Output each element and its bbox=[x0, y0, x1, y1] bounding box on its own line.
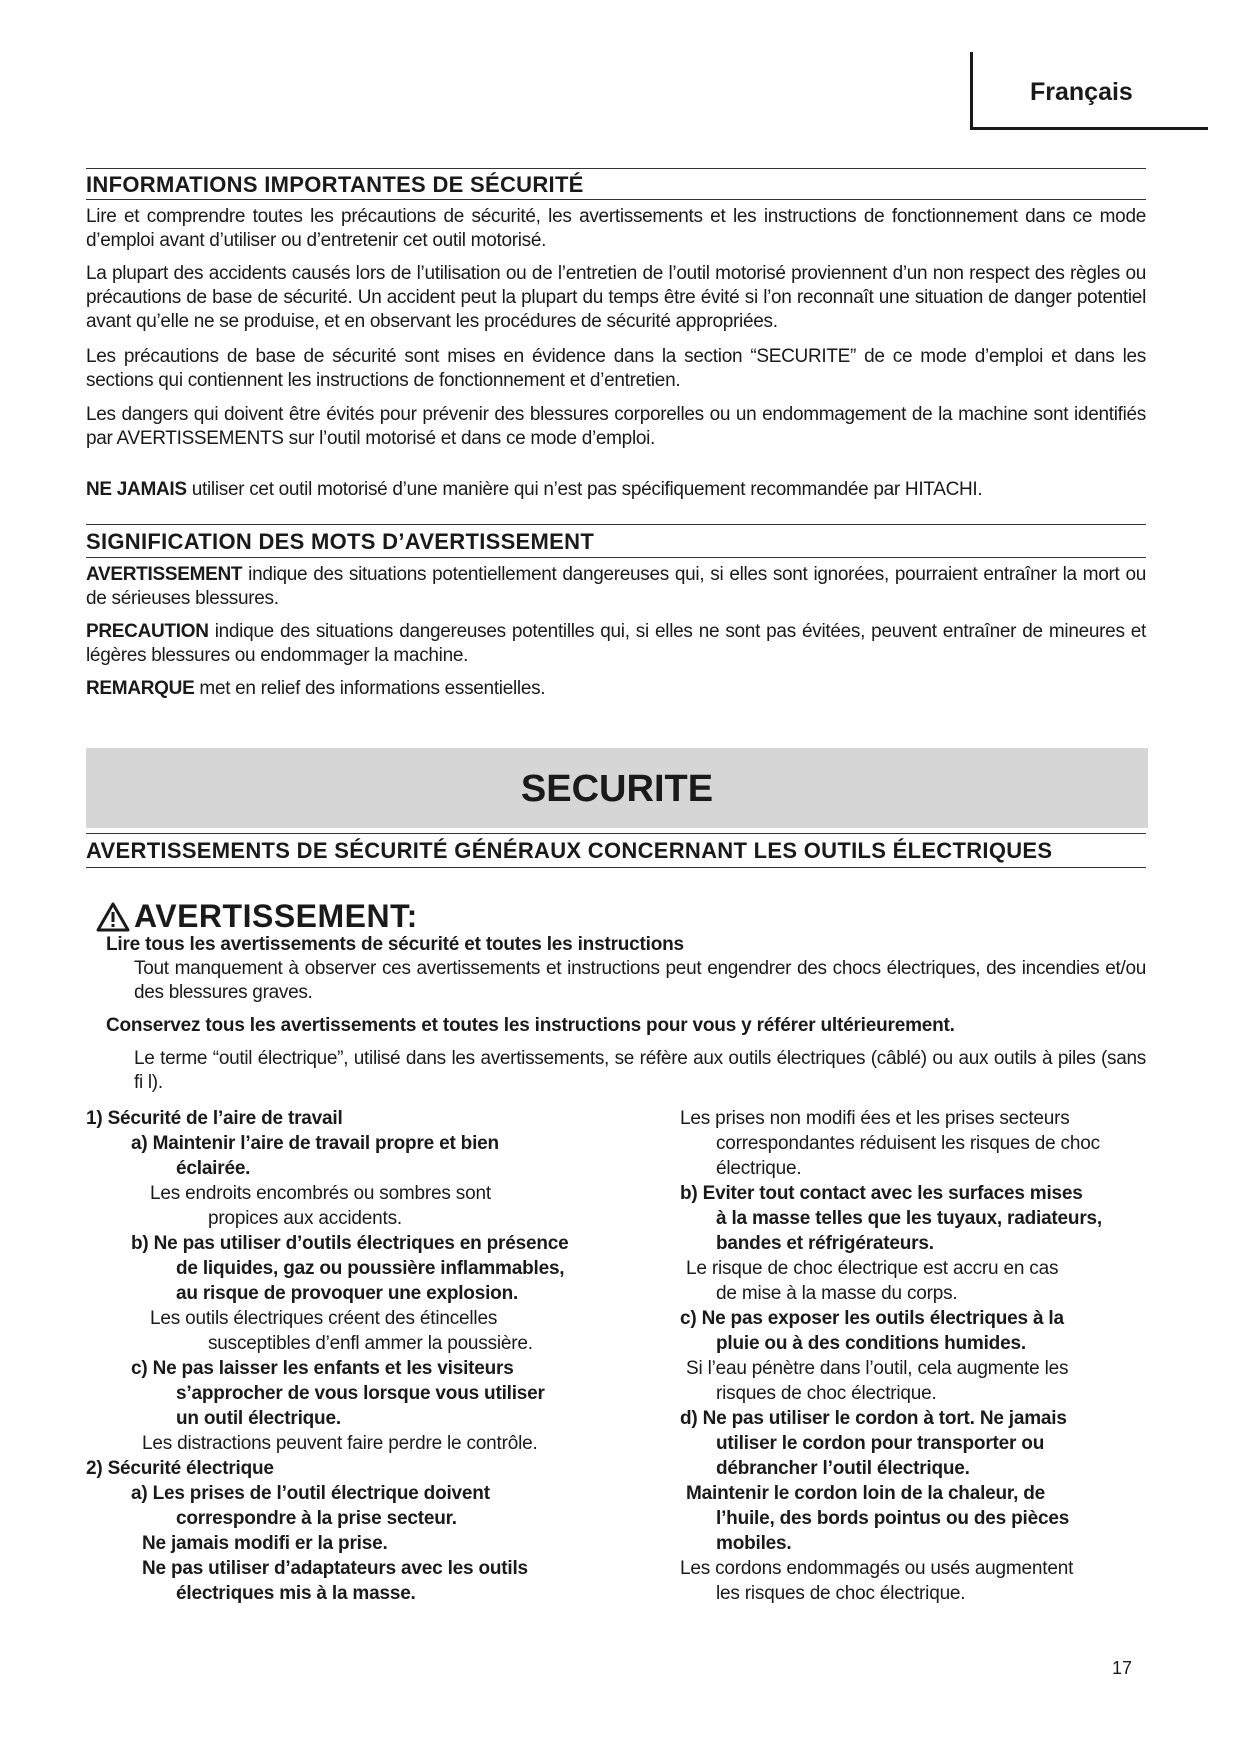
caution-definition-text: indique des situations dangereuses potentilles qui, si elles ne sont pas évitées, peuvent entraîner de mineures et légères blessures ou endommager la machine. bbox=[86, 621, 1146, 666]
left-column-line: susceptibles d’enfl ammer la poussière. bbox=[208, 1333, 533, 1354]
right-column-line: pluie ou à des conditions humides. bbox=[716, 1333, 1026, 1354]
right-column-line: bandes et réfrigérateurs. bbox=[716, 1233, 934, 1254]
right-column-line: b) Eviter tout contact avec les surfaces mises bbox=[680, 1183, 1083, 1204]
left-column-line: Les endroits encombrés ou sombres sont bbox=[150, 1183, 491, 1204]
never-text: utiliser cet outil motorisé d’une manière qui n’est pas spécifiquement recommandée par HITACHI. bbox=[186, 479, 983, 500]
left-column-line: électriques mis à la masse. bbox=[176, 1583, 416, 1604]
left-column bbox=[86, 1106, 626, 1606]
right-column bbox=[680, 1106, 1150, 1606]
right-column-line: c) Ne pas exposer les outils électriques à la bbox=[680, 1308, 1064, 1329]
divider bbox=[86, 867, 1146, 868]
keep-instructions-heading: Conservez tous les avertissements et toutes les instructions pour vous y référer ultérieurement. bbox=[106, 1015, 955, 1036]
left-column-line: propices aux accidents. bbox=[208, 1208, 402, 1229]
left-column-line: a) Maintenir l’aire de travail propre et bien bbox=[131, 1133, 499, 1154]
info-paragraph-2: La plupart des accidents causés lors de l’utilisation ou de l’entretien de l’outil motorisé proviennent d’un non respect des règles ou précautions de base de sécurité. Un accident peut la plupart du temps être évité si l’on reconnaît une situation de danger potentiel avant qu’elle ne se produise, et en observant les procédures de sécurité appropriées. bbox=[86, 263, 1146, 332]
read-all-heading: Lire tous les avertissements de sécurité et toutes les instructions bbox=[106, 934, 684, 955]
left-column-line: 2) Sécurité électrique bbox=[86, 1458, 274, 1479]
page-number: 17 bbox=[1112, 1658, 1133, 1678]
never-label: NE JAMAIS bbox=[86, 479, 187, 500]
power-tool-term-definition: Le terme “outil électrique”, utilisé dans les avertissements, se réfère aux outils électriques (câblé) ou aux outils à piles (sans fi l). bbox=[134, 1048, 1146, 1093]
warning-heading bbox=[96, 898, 418, 935]
right-column-line: correspondantes réduisent les risques de choc bbox=[716, 1133, 1100, 1154]
warning-definition bbox=[86, 563, 1146, 611]
left-column-line: Les distractions peuvent faire perdre le contrôle. bbox=[142, 1433, 538, 1454]
divider bbox=[86, 524, 1146, 525]
right-column-line: les risques de choc électrique. bbox=[716, 1583, 966, 1604]
divider bbox=[86, 168, 1146, 169]
left-column-line: au risque de provoquer une explosion. bbox=[176, 1283, 519, 1304]
left-column-line: a) Les prises de l’outil électrique doivent bbox=[131, 1483, 490, 1504]
right-column-line: Si l’eau pénètre dans l’outil, cela augmente les bbox=[686, 1358, 1069, 1379]
divider bbox=[86, 557, 1146, 558]
right-column-line: Le risque de choc électrique est accru en cas bbox=[686, 1258, 1059, 1279]
warning-triangle-icon bbox=[96, 902, 130, 932]
right-column-line: mobiles. bbox=[716, 1533, 792, 1554]
right-column-line: Maintenir le cordon loin de la chaleur, de bbox=[686, 1483, 1046, 1504]
language-tab-border-horizontal bbox=[970, 127, 1208, 130]
right-column-line: de mise à la masse du corps. bbox=[716, 1283, 958, 1304]
note-definition bbox=[86, 677, 1146, 701]
warning-term: AVERTISSEMENT bbox=[86, 564, 243, 585]
left-column-line: éclairée. bbox=[176, 1158, 251, 1179]
right-column-line: Les prises non modifi ées et les prises secteurs bbox=[680, 1108, 1070, 1129]
never-paragraph bbox=[86, 478, 1146, 502]
left-column-line: Ne jamais modifi er la prise. bbox=[142, 1533, 388, 1554]
info-paragraph-3: Les précautions de base de sécurité sont mises en évidence dans la section “SECURITE” de ce mode d’emploi et dans les sections qui contiennent les instructions de fonctionnement et d’entretien. bbox=[86, 346, 1146, 391]
warning-title: AVERTISSEMENT: bbox=[134, 898, 418, 934]
left-column-line: s’approcher de vous lorsque vous utiliser bbox=[176, 1383, 545, 1404]
right-column-line: risques de choc électrique. bbox=[716, 1383, 937, 1404]
warning-definition-text: indique des situations potentiellement dangereuses qui, si elles sont ignorées, pourraient entraîner la mort ou de sérieuses blessures. bbox=[86, 564, 1146, 609]
left-column-line: correspondre à la prise secteur. bbox=[176, 1508, 457, 1529]
left-column-line: Les outils électriques créent des étincelles bbox=[150, 1308, 498, 1329]
left-column-line: Ne pas utiliser d’adaptateurs avec les outils bbox=[142, 1558, 528, 1579]
language-label: Français bbox=[1030, 78, 1133, 106]
right-column-line: utiliser le cordon pour transporter ou bbox=[716, 1433, 1045, 1454]
left-column-line: un outil électrique. bbox=[176, 1408, 341, 1429]
left-column-line: c) Ne pas laisser les enfants et les visiteurs bbox=[131, 1358, 514, 1379]
divider bbox=[86, 199, 1146, 200]
left-column-line: de liquides, gaz ou poussière inflammables, bbox=[176, 1258, 565, 1279]
right-column-line: l’huile, des bords pointus ou des pièces bbox=[716, 1508, 1070, 1529]
right-column-line: Les cordons endommagés ou usés augmentent bbox=[680, 1558, 1074, 1579]
info-paragraph-4: Les dangers qui doivent être évités pour prévenir des blessures corporelles ou un endommagement de la machine sont identifiés par AVERTISSEMENTS sur l’outil motorisé et dans ce mode d’emploi. bbox=[86, 404, 1146, 449]
language-tab-border-vertical bbox=[970, 52, 973, 130]
right-column-line: d) Ne pas utiliser le cordon à tort. Ne jamais bbox=[680, 1408, 1067, 1429]
caution-definition bbox=[86, 620, 1146, 668]
right-column-line: débrancher l’outil électrique. bbox=[716, 1458, 970, 1479]
right-column-line: électrique. bbox=[716, 1158, 802, 1179]
left-column-line: b) Ne pas utiliser d’outils électriques en présence bbox=[131, 1233, 569, 1254]
caution-term: PRECAUTION bbox=[86, 621, 209, 642]
right-column-line: à la masse telles que les tuyaux, radiateurs, bbox=[716, 1208, 1102, 1229]
signal-section-title: SIGNIFICATION DES MOTS D’AVERTISSEMENT bbox=[86, 529, 595, 554]
left-column-line: 1) Sécurité de l’aire de travail bbox=[86, 1108, 343, 1129]
read-all-body: Tout manquement à observer ces avertissements et instructions peut engendrer des chocs électriques, des incendies et/ou des blessures graves. bbox=[134, 958, 1146, 1003]
note-term: REMARQUE bbox=[86, 678, 195, 699]
info-paragraph-1: Lire et comprendre toutes les précautions de sécurité, les avertissements et les instructions de fonctionnement dans ce mode d’emploi avant d’utiliser ou d’entretenir cet outil motorisé. bbox=[86, 206, 1146, 251]
general-warnings-title: AVERTISSEMENTS DE SÉCURITÉ GÉNÉRAUX CONCERNANT LES OUTILS ÉLECTRIQUES bbox=[86, 838, 1053, 863]
note-definition-text: met en relief des informations essentielles. bbox=[194, 678, 546, 699]
divider bbox=[86, 833, 1146, 834]
securite-banner-title: SECURITE bbox=[520, 768, 714, 810]
info-section-title: INFORMATIONS IMPORTANTES DE SÉCURITÉ bbox=[86, 172, 584, 197]
